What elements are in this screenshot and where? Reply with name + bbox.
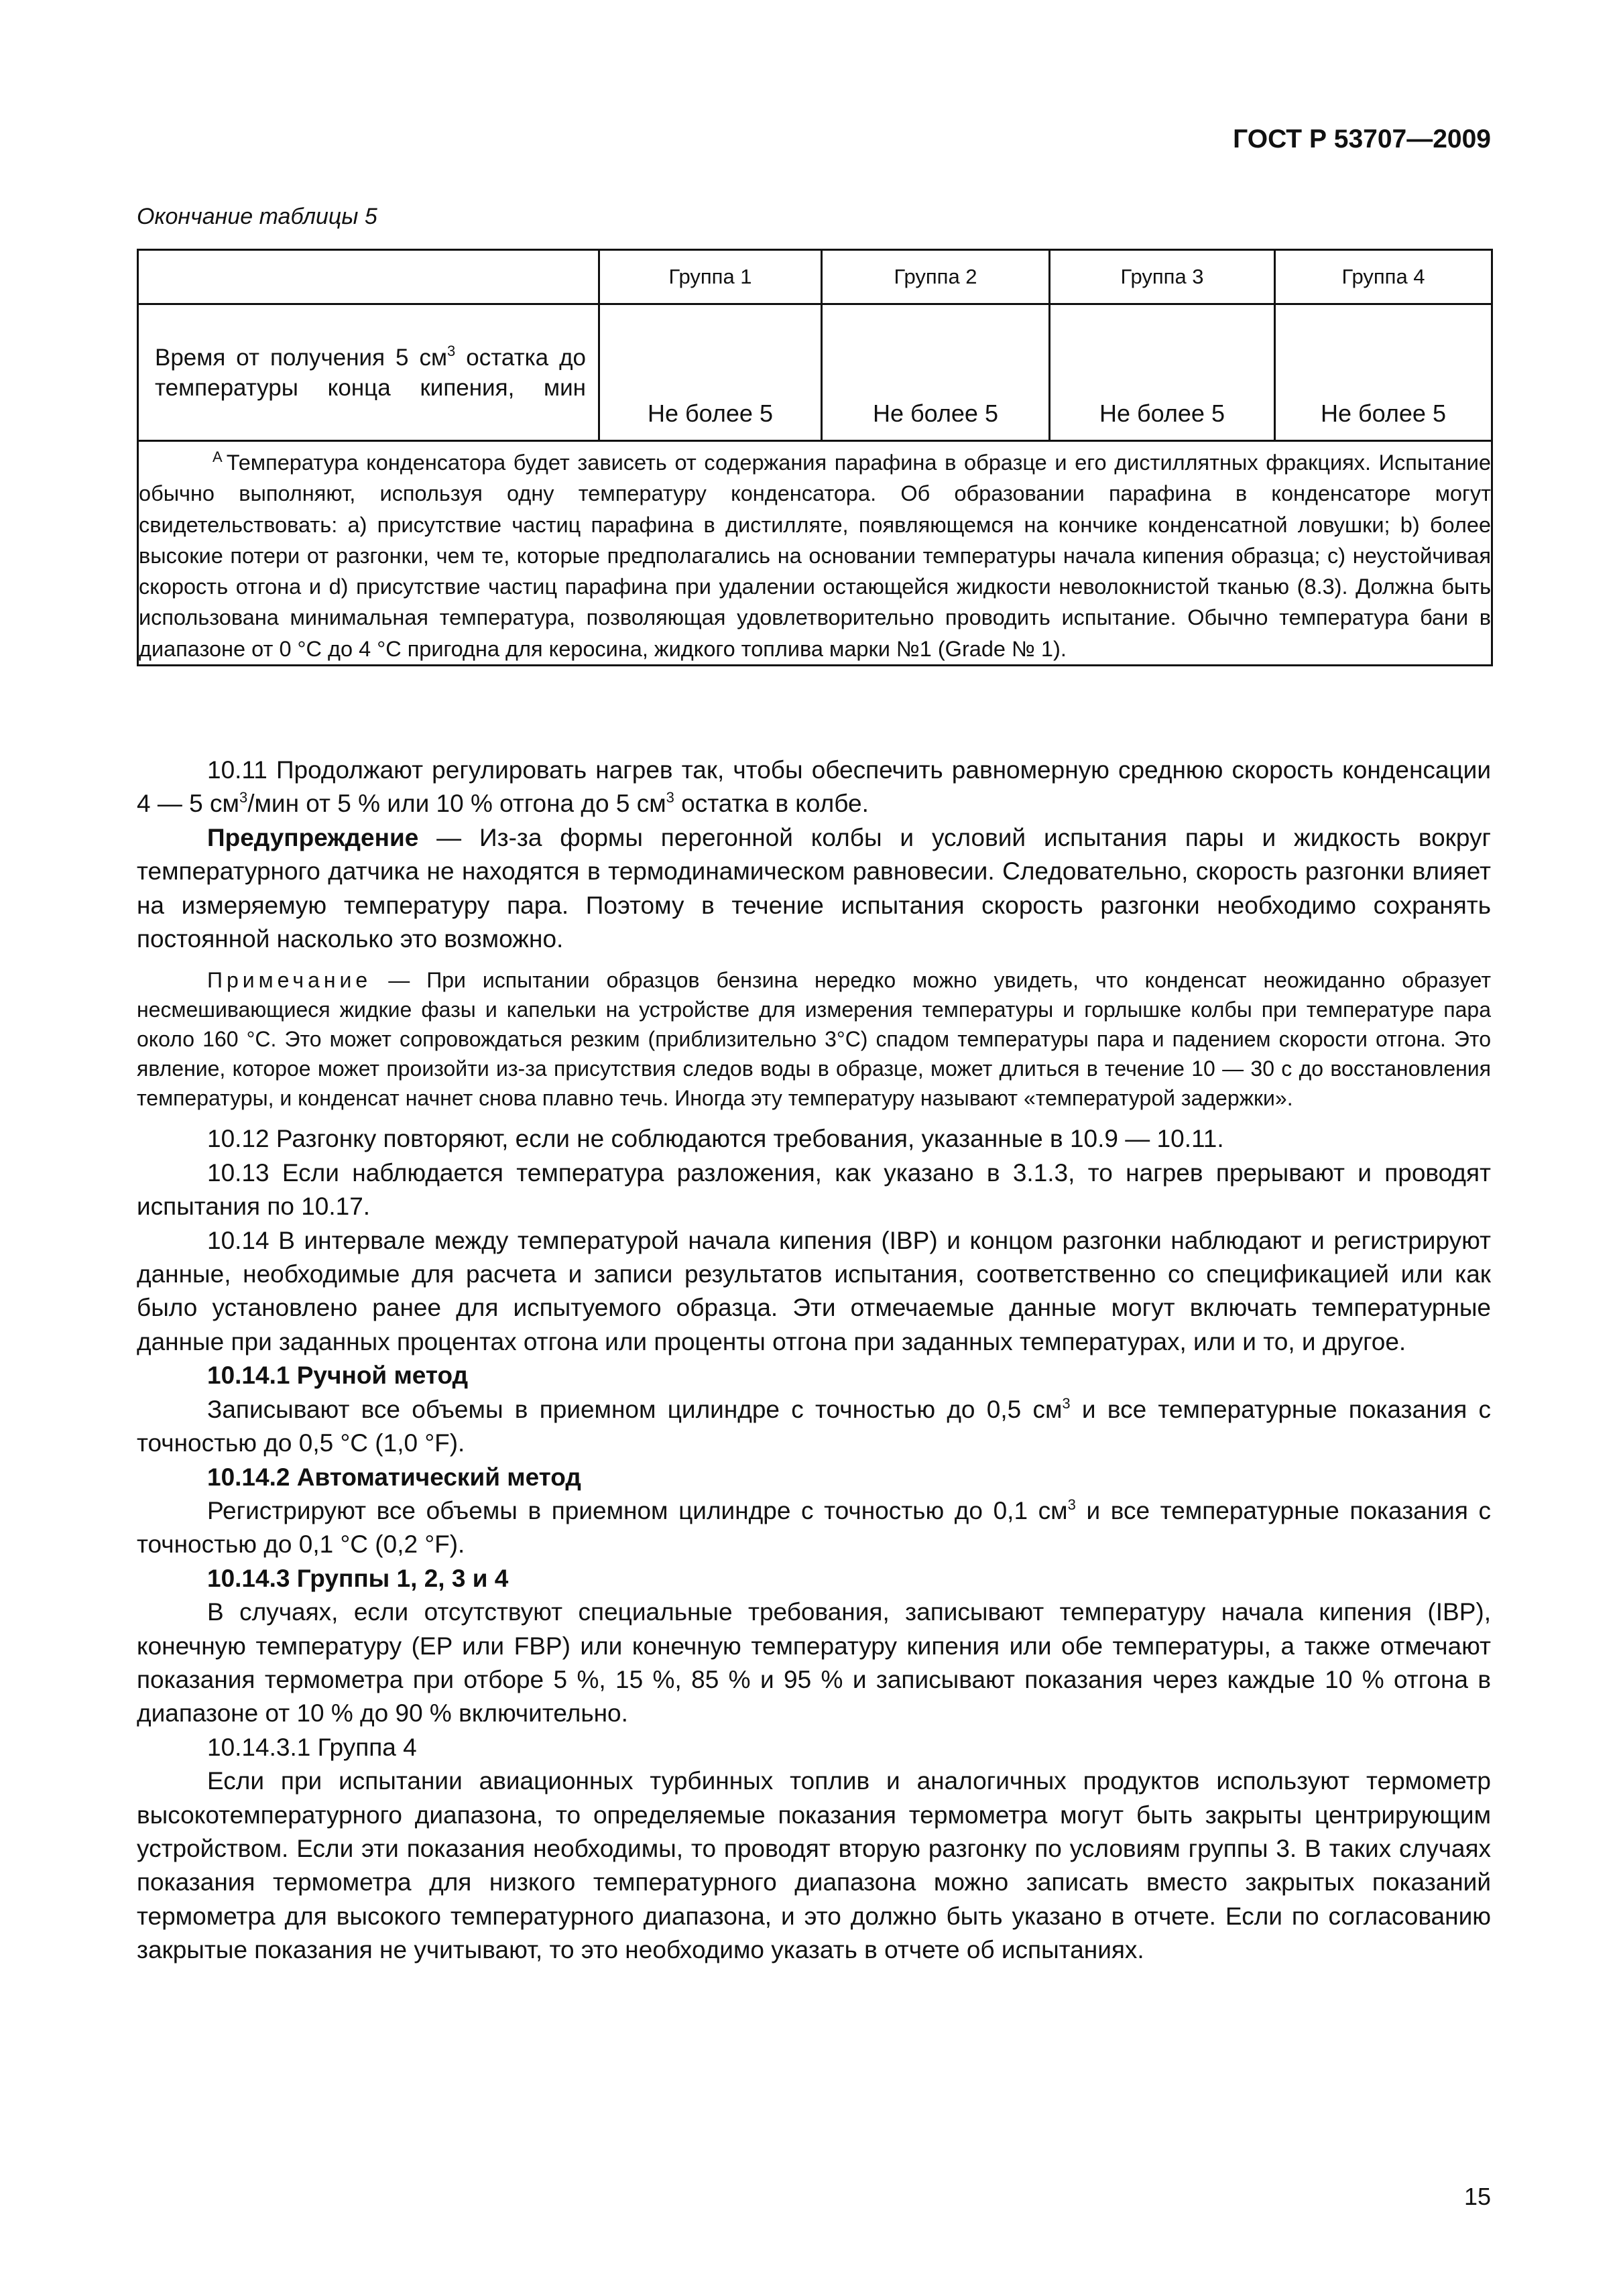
- p10-11-text-c: остатка в колбе.: [674, 790, 869, 818]
- page-number: 15: [1463, 2183, 1491, 2210]
- table-header-row: [138, 250, 1492, 304]
- table-caption: Окончание таблицы 5: [137, 204, 377, 229]
- paragraph-10-12: 10.12 Разгонку повторяют, если не соблюдаются требования, указанные в 10.9 — 10.11.: [207, 1125, 1224, 1153]
- document-code: ГОСТ Р 53707—2009: [1233, 125, 1491, 154]
- p10-14-1-text-a: Записывают все объемы в приемном цилиндре с точностью до 0,5 см: [207, 1395, 1063, 1423]
- paragraph-10-14-1: [137, 1393, 1491, 1461]
- note-label: Примечание: [207, 968, 372, 993]
- p10-11-text-b: /мин от 5 % или 10 % отгона до 5 см: [247, 790, 666, 818]
- param-text: Время от получения 5 см: [155, 344, 448, 371]
- p10-11-text-a: 10.11 Продолжают регулировать нагрев так, чтобы обеспечить равномерную среднюю скорость конденсации 4 — 5 см: [137, 756, 1491, 818]
- header-empty-cell: [138, 250, 599, 304]
- p10-11-sup2: 3: [666, 789, 674, 806]
- paragraph-10-14-3-1: Если при испытании авиационных турбинных топлив и аналогичных продуктов используют термометр высокотемпературного диапазона, то определяемые показания термометра могут быть закрыты центрирующим устройством. Если эти показания необходимы, то проводят вторую разгонку по условиям группы 3. В таких случаях показания термометра для низкого температурного диапазона можно записать вместо закрытых показаний термометра для высокого температурного диапазона, и это должно быть указано в отчете. Если по согласованию закрытые показания не учитывают, то это необходимо указать в отчете об испытаниях.: [137, 1767, 1491, 1964]
- row-parameter-cell: [138, 304, 599, 441]
- param-text-rest: остатка до температуры конца кипения, мин: [155, 344, 587, 401]
- paragraph-10-14-2: [137, 1494, 1491, 1562]
- warning-text: — Из-за формы перегонной колбы и условий испытания пары и жидкость вокруг температурного датчика не находятся в термодинамическом равновесии. Следовательно, скорость разгонки влияет на измеряемую температуру пара. Поэтому в течение испытания скорость разгонки необходимо сохранять постоянной насколько это возможно.: [137, 823, 1491, 953]
- p10-14-2-text-a: Регистрируют все объемы в приемном цилиндре с точностью до 0,1 см: [207, 1496, 1068, 1524]
- note-text: — При испытании образцов бензина нередко можно увидеть, что конденсат неожиданно образует несмешивающиеся жидкие фазы и капельки на устройстве для измерения температуры и горлышке колбы при температуре пара около 160 °С. Это может сопровождаться резким (приблизительно 3°С) спадом температуры пара и падением скорости отгона. Это явление, которое может произойти из-за присутствия следов воды в образце, может длиться в течение 10 — 30 с до восстановления температуры, и конденсат начнет снова плавно течь. Иногда эту температуру называют «температурой задержки».: [137, 968, 1491, 1111]
- table-row: [138, 304, 1492, 441]
- paragraph-10-14-3: В случаях, если отсутствуют специальные требования, записывают температуру начала кипения (IBP), конечную температуру (EP или FBP) или конечную температуру кипения или обе температуры, а также отмечают показания термометра при отборе 5 %, 15 %, 85 % и 95 % и записывают показания через каждые 10 % отгона в диапазоне от 10 % до 90 % включительно.: [137, 1598, 1491, 1728]
- warning-paragraph: [137, 821, 1491, 957]
- param-superscript: 3: [447, 342, 456, 359]
- value-group-2: Не более 5: [822, 304, 1050, 441]
- heading-10-14-2-text: 10.14.2 Автоматический метод: [207, 1463, 581, 1491]
- heading-10-14-3-1: 10.14.3.1 Группа 4: [207, 1733, 417, 1761]
- footnote-text: Температура конденсатора будет зависеть от содержания парафина в образце и его дистиллятных фракциях. Испытание обычно выполняют, используя одну температуру конденсатора. Об образовании парафина в конденсаторе могут свидетельствовать: a) присутствие частиц парафина в дистилляте, появляющемся на кончике конденсатной ловушки; b) более высокие потери от разгонки, чем те, которые предполагались на основании температуры начала кипения образца; c) неустойчивая скорость отгона и d) присутствие частиц парафина при удалении остающейся жидкости неволокнистой тканью (8.3). Должна быть использована минимальная температура, позволяющая удовлетворительно проводить испытание. Обычно температура бани в диапазоне от 0 °С до 4 °С пригодна для керосина, жидкого топлива марки №1 (Grade № 1).: [139, 450, 1491, 661]
- warning-label: Предупреждение: [207, 823, 419, 851]
- p10-14-2-sup: 3: [1067, 1496, 1076, 1513]
- paragraph-10-11: [137, 753, 1491, 821]
- value-group-4: Не более 5: [1275, 304, 1492, 441]
- header-group-4: Группа 4: [1275, 250, 1492, 304]
- heading-10-14-2: [137, 1461, 1491, 1494]
- value-group-1: Не более 5: [599, 304, 822, 441]
- table-5: [137, 249, 1493, 666]
- heading-10-14-1-text: 10.14.1 Ручной метод: [207, 1362, 469, 1390]
- header-group-3: Группа 3: [1050, 250, 1275, 304]
- table-footnote: [138, 441, 1492, 666]
- header-group-2: Группа 2: [822, 250, 1050, 304]
- heading-10-14-3: [137, 1562, 1491, 1595]
- p10-14-1-sup: 3: [1062, 1394, 1071, 1412]
- body-text: [137, 753, 1491, 1968]
- table-footnote-row: [138, 441, 1492, 666]
- p10-14-1-text-b: и все температурные показания с точностью до 0,5 °С (1,0 °F).: [137, 1395, 1491, 1457]
- p10-14-2-text-b: и все температурные показания с точностью до 0,1 °С (0,2 °F).: [137, 1496, 1491, 1559]
- value-group-3: Не более 5: [1050, 304, 1275, 441]
- paragraph-10-13: 10.13 Если наблюдается температура разложения, как указано в 3.1.3, то нагрев прерывают и проводят испытания по 10.17.: [137, 1158, 1491, 1221]
- heading-10-14-3-text: 10.14.3 Группы 1, 2, 3 и 4: [207, 1564, 509, 1592]
- p10-11-sup1: 3: [239, 789, 248, 806]
- heading-10-14-1: [137, 1359, 1491, 1392]
- header-group-1: Группа 1: [599, 250, 822, 304]
- paragraph-10-14: 10.14 В интервале между температурой начала кипения (IBP) и концом разгонки наблюдают и регистрируют данные, необходимые для расчета и записи результатов испытания, соответственно со спецификацией или как было установлено ранее для испытуемого образца. Эти отмечаемые данные могут включать температурные данные при заданных процентах отгона или проценты отгона при заданных температурах, или и то, и другое.: [137, 1226, 1491, 1355]
- note-paragraph: [137, 965, 1491, 1113]
- footnote-mark: A: [213, 448, 223, 465]
